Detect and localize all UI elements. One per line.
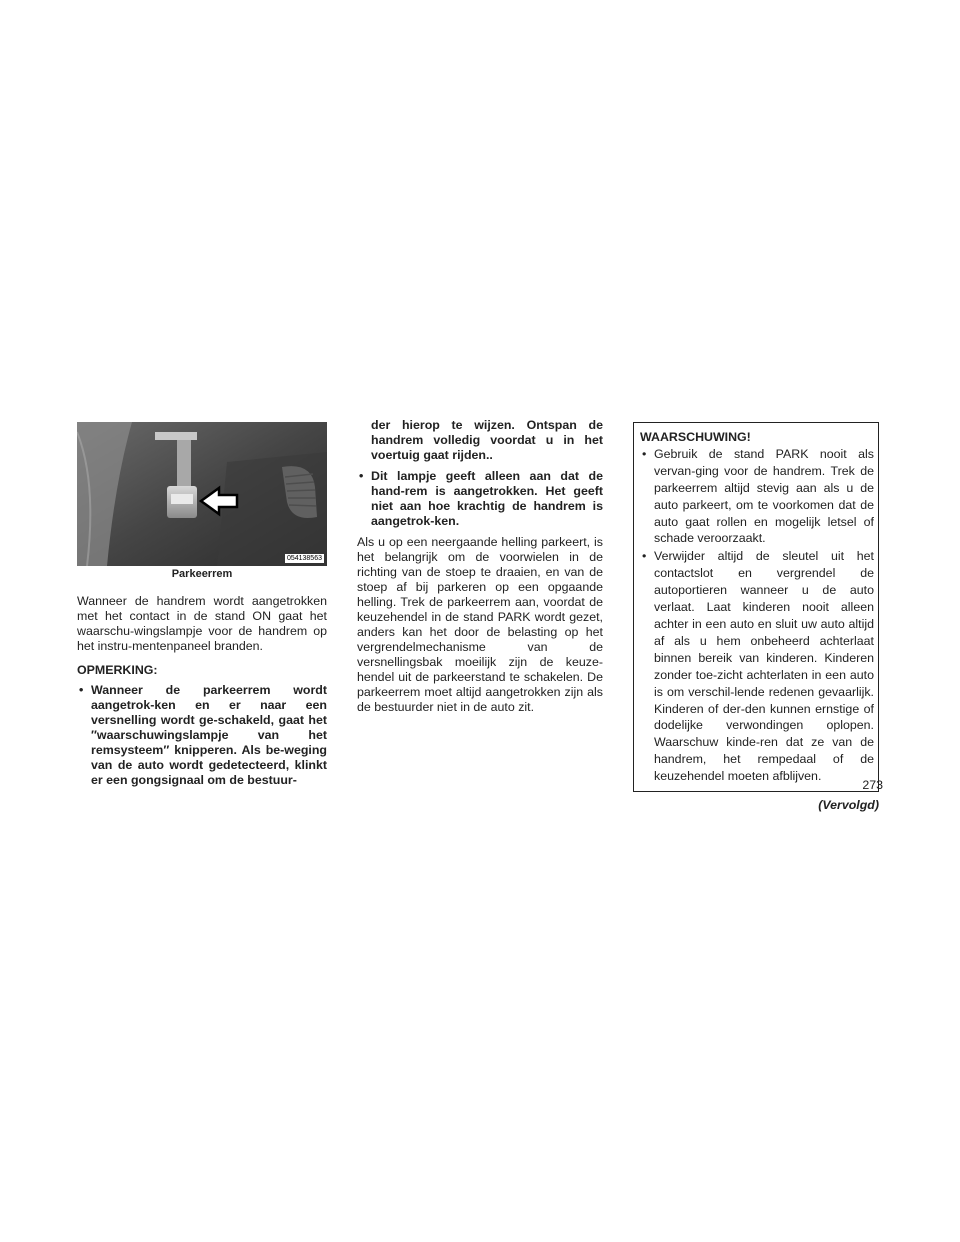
note-item-1-continued: der hierop te wijzen. Ontspan de handrem volledig voordat u in het voertuig gaat rijden.. [371, 418, 603, 462]
intro-paragraph: Wanneer de handrem wordt aangetrokken met het contact in de stand ON gaat het waarschu-wingslampje voor de handrem op het instru-mentenpaneel branden. [77, 594, 327, 653]
column-1 [77, 594, 327, 794]
note-item-1-start: Wanneer de parkeerrem wordt aangetrok-ken en er naar een versnelling wordt ge-schakeld, gaat het ″waarschuwingslampje van het remsysteem″ knipperen. Als be-weging van de auto wordt gedetecteerd, klinkt er een gongsignaal om de bestuur- [91, 683, 327, 787]
figure-caption: Parkeerrem [171, 568, 233, 580]
parking-slope-paragraph: Als u op een neergaande helling parkeert, is het belangrijk om de voorwielen in de richting van de stoep te draaien, en van de stoep af bij parkeren op een opgaande helling. Trek de parkeerrem aan, voordat de keuzehendel in de stand PARK wordt gezet, anders kan het door de belasting op het vergrendelmechanisme van de versnellingsbak moeilijk zijn de keuze-hendel uit de parkeerstand te schakelen. De parkeerrem moet altijd aangetrokken zijn als de bestuurder niet in de auto zit. [357, 535, 603, 714]
column-2 [357, 418, 603, 715]
parking-brake-photo [77, 422, 327, 566]
list-item [357, 469, 603, 529]
page-number: 273 [862, 778, 883, 792]
figure-code: 054138563 [286, 555, 322, 562]
note-heading: OPMERKING: [77, 663, 158, 677]
warning-item-2: Verwijder altijd de sleutel uit het contactslot en vergrendel de autoportieren wanneer u de auto verlaat. Laat kinderen nooit alleen achter in een auto en sluit uw auto altijd af als u hem onbeheerd achterlaat binnen bereik van kinderen. Kinderen zonder toe-zicht achterlaten in een auto is om verschil-lende redenen gevaarlijk. Kinderen of der-den kunnen ernstige of dodelijke verwondingen oplopen. Waarschuw kinde-ren dat ze van de handrem, het rempedaal of de keuzehendel moeten afblijven. [654, 549, 874, 784]
warning-item-1: Gebruik de stand PARK nooit als vervan-ging voor de handrem. Trek de parkeerrem altijd stevig aan als u de auto parkeert, om te voorkomen dat de auto gaat rollen en mogelijk letsel of schade veroorzaakt. [654, 446, 874, 546]
note-item-2: Dit lampje geeft alleen aan dat de hand-rem is aangetrokken. Het geeft niet aan hoe krachtig de handrem is aangetrok-ken. [371, 469, 603, 528]
parking-brake-illustration [77, 422, 327, 566]
list-item [640, 446, 874, 547]
warning-list [640, 446, 874, 785]
note-list-continued [357, 469, 603, 529]
warning-box [633, 422, 879, 792]
bullet-icon: • [359, 469, 364, 483]
list-item [77, 683, 327, 788]
bullet-icon: • [642, 446, 647, 461]
bullet-icon: • [642, 549, 647, 564]
warning-title: WAARSCHUWING! [640, 430, 751, 444]
note-list [77, 683, 327, 788]
column-3 [633, 422, 879, 813]
bullet-icon: • [79, 683, 84, 697]
continued-label: (Vervolgd) [818, 798, 879, 813]
list-item [640, 548, 874, 785]
